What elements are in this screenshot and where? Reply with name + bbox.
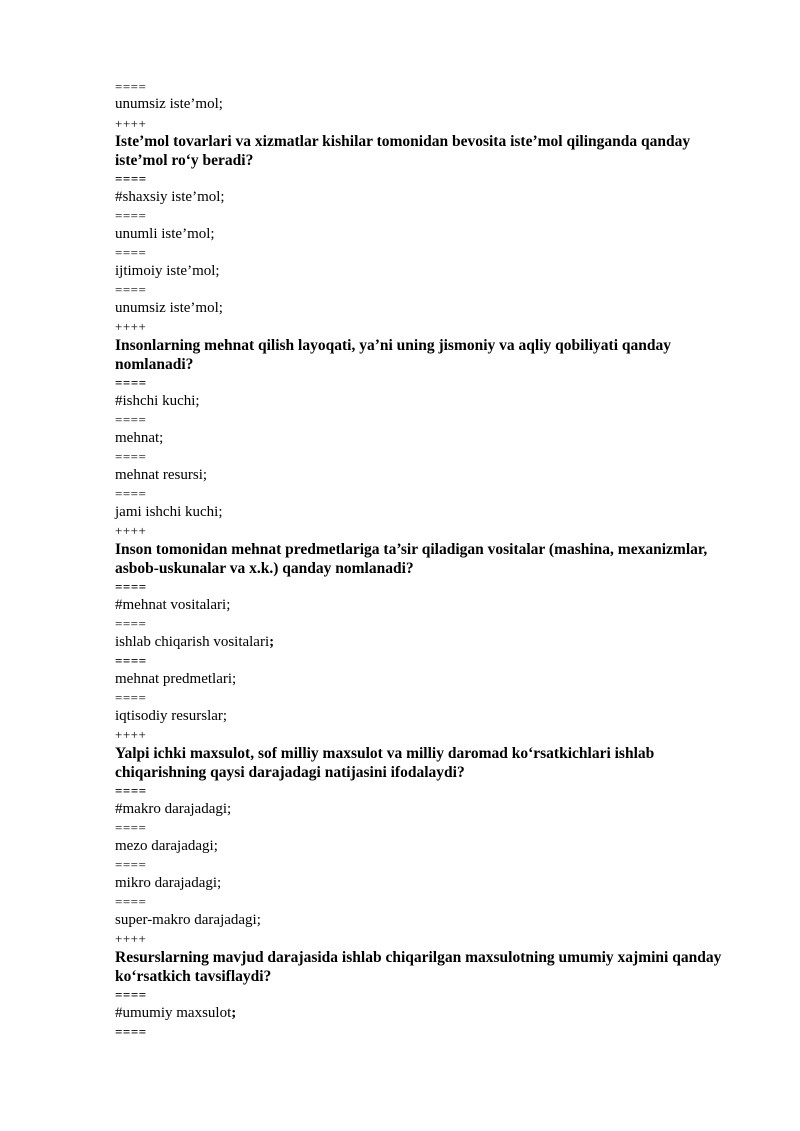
separator: ==== <box>115 375 147 390</box>
question-separator: ++++ <box>115 116 147 131</box>
separator: ==== <box>115 79 147 94</box>
answer-option: mehnat; <box>115 430 164 446</box>
answer-option: jami ishchi kuchi; <box>115 504 223 520</box>
question-separator: ++++ <box>115 931 147 946</box>
question-text: Iste’mol tovarlari va xizmatlar kishilar tomonidan bevosita iste’mol qilinganda qanday iste’mol ro‘y beradi? <box>115 133 691 169</box>
answer-text: ishlab chiqarish vositalari <box>115 634 270 650</box>
answer-option-correct: #shaxsiy iste’mol; <box>115 189 225 205</box>
question-text: Insonlarning mehnat qilish layoqati, ya’ni uning jismoniy va aqliy qobiliyati qanday nomlanadi? <box>115 337 672 373</box>
answer-option: iqtisodiy resurslar; <box>115 708 228 724</box>
separator: ==== <box>115 282 147 297</box>
separator: ==== <box>115 171 147 186</box>
question-text: Resurslarning mavjud darajasida ishlab chiqarilgan maxsulotning umumiy xajmini qanday ko‘rsatkich tavsiflaydi? <box>115 949 722 985</box>
separator: ==== <box>115 690 147 705</box>
answer-option: mikro darajadagi; <box>115 875 222 891</box>
question-text: Yalpi ichki maxsulot, sof milliy maxsulot va milliy daromad ko‘rsatkichlari ishlab chiqarishning qaysi darajadagi natijasini ifodalaydi? <box>115 745 655 781</box>
answer-option: unumsiz iste’mol; <box>115 96 223 112</box>
separator: ==== <box>115 820 147 835</box>
answer-option-correct: #mehnat vositalari; <box>115 597 231 613</box>
answer-punctuation: ; <box>231 1005 237 1021</box>
separator: ==== <box>115 579 147 594</box>
answer-option <box>115 633 274 652</box>
separator: ==== <box>115 783 147 798</box>
separator: ==== <box>115 245 147 260</box>
separator: ==== <box>115 616 147 631</box>
question-separator: ++++ <box>115 727 147 742</box>
answer-option: unumsiz iste’mol; <box>115 300 223 316</box>
question-text: Inson tomonidan mehnat predmetlariga ta’sir qiladigan vositalar (mashina, mexanizmlar, asbob-uskunalar va x.k.) qanday nomlanadi? <box>115 541 708 577</box>
separator: ==== <box>115 987 147 1002</box>
separator: ==== <box>115 208 147 223</box>
answer-punctuation: ; <box>269 634 275 650</box>
question-separator: ++++ <box>115 523 147 538</box>
answer-text: #umumiy maxsulot <box>115 1005 232 1021</box>
answer-option-correct: #makro darajadagi; <box>115 801 232 817</box>
separator: ==== <box>115 653 147 668</box>
answer-option: super-makro darajadagi; <box>115 912 261 928</box>
separator: ==== <box>115 449 147 464</box>
separator: ==== <box>115 1024 147 1039</box>
answer-option-correct <box>115 1004 236 1023</box>
answer-option-correct: #ishchi kuchi; <box>115 393 200 409</box>
answer-option: mehnat resursi; <box>115 467 208 483</box>
answer-option: ijtimoiy iste’mol; <box>115 263 220 279</box>
question-separator: ++++ <box>115 319 147 334</box>
separator: ==== <box>115 486 147 501</box>
answer-option: unumli iste’mol; <box>115 226 215 242</box>
answer-option: mehnat predmetlari; <box>115 671 237 687</box>
separator: ==== <box>115 894 147 909</box>
separator: ==== <box>115 857 147 872</box>
answer-option: mezo darajadagi; <box>115 838 218 854</box>
separator: ==== <box>115 412 147 427</box>
